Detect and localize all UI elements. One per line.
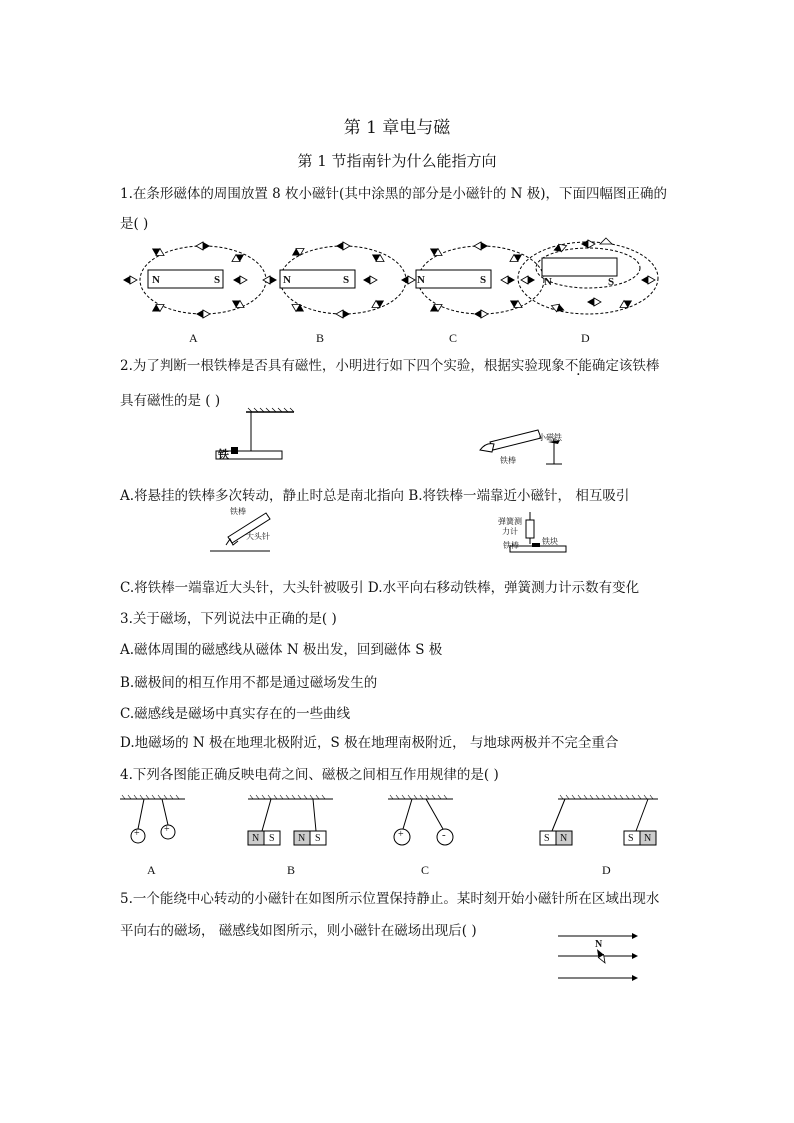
q2-options-cd: C.将铁棒一端靠近大头针，大头针被吸引 D.水平向右移动铁棒，弹簧测力计示数有变化: [120, 580, 640, 596]
q5-stem-line2: 平向右的磁场， 磁感线如图所示，则小磁针在磁场出现后( ): [120, 923, 477, 939]
q4-d-pole1: S: [544, 833, 550, 844]
q4-b-pole3: N: [298, 833, 306, 844]
q1-option-c: C: [449, 331, 458, 345]
q4-b-pole1: N: [252, 833, 260, 844]
q1-figure: [118, 240, 678, 325]
q4-stem: 4.下列各图能正确反映电荷之间、磁极之间相互作用规律的是( ): [120, 767, 499, 783]
q4-d-pole2: N: [560, 833, 568, 844]
q1-option-a: A: [189, 331, 198, 345]
q1-stem-line2: 是( ): [120, 216, 149, 232]
q1-a-pole-n: N: [152, 274, 160, 286]
q2-stem-emphasis: 不能: [564, 358, 592, 374]
q4-b-pole2: S: [269, 833, 275, 844]
q4-option-a: A: [147, 863, 156, 877]
q4-d-pole4: N: [644, 833, 652, 844]
q3-option-d: D.地磁场的 N 极在地理北极附近，S 极在地理南极附近， 与地球两极并不完全重合: [120, 735, 619, 751]
q1-option-d: D: [581, 331, 590, 345]
q5-fig-n-label: N: [595, 939, 603, 950]
q2-fig-d-block-label: 铁块: [542, 537, 558, 546]
chapter-title: 第 1 章电与磁: [343, 118, 451, 138]
q3-option-a: A.磁体周围的磁感线从磁体 N 极出发，回到磁体 S 极: [120, 642, 443, 658]
q3-option-c: C.磁感线是磁场中真实存在的一些曲线: [120, 706, 351, 722]
q4-option-c: C: [421, 863, 430, 877]
q1-a-pole-s: S: [214, 274, 221, 286]
q2-fig-d-spring-label1: 弹簧测: [498, 517, 522, 526]
q1-c-pole-n: N: [417, 274, 425, 286]
q2-stem-part1: 2.为了判断一根铁棒是否具有磁性，小明进行如下四个实验，根据实验现象: [120, 358, 565, 374]
q1-c-pole-s: S: [480, 274, 487, 286]
q4-c-charge-left: +: [398, 829, 404, 840]
q1-b-pole-n: N: [283, 274, 291, 286]
q1-d-pole-s: S: [608, 276, 615, 288]
q2-fig-a-iron-label: 铁: [218, 449, 229, 461]
q1-figure-d: [518, 238, 658, 314]
q2-fig-d-spring-label2: 力计: [502, 527, 518, 536]
q4-option-d: D: [602, 863, 611, 877]
q4-b-pole4: S: [315, 833, 321, 844]
q2-stem-part2: 确定该铁棒: [591, 358, 660, 374]
q3-stem: 3.关于磁场，下列说法中正确的是( ): [120, 611, 337, 627]
q2-fig-d-rod-label: 铁棒: [503, 541, 519, 550]
q2-fig-c-rod-label: 铁棒: [230, 507, 246, 516]
q4-a-charge-left: +: [134, 828, 140, 839]
q2-fig-c-pin-label: 大头针: [246, 532, 270, 541]
q4-option-b: B: [287, 863, 296, 877]
q3-option-b: B.磁极间的相互作用不都是通过磁场发生的: [120, 675, 378, 691]
q4-c-charge-right: -: [442, 829, 446, 841]
q1-stem-line1: 1.在条形磁体的周围放置 8 枚小磁针(其中涂黑的部分是小磁针的 N 极)，下面四幅图正确的: [120, 186, 667, 202]
q1-d-pole-n: N: [544, 276, 552, 288]
q1-figure-a: [123, 242, 266, 318]
q2-stem-line1: [120, 357, 659, 375]
q2-options-ab: A.将悬挂的铁棒多次转动，静止时总是南北指向 B.将铁棒一端靠近小磁针， 相互吸引: [120, 488, 630, 504]
q2-fig-b-rod-label: 铁棒: [500, 456, 516, 465]
q1-option-b: B: [316, 331, 325, 345]
q5-stem-line1: 5.一个能绕中心转动的小磁针在如图所示位置保持静止。某时刻开始小磁针所在区域出现水: [120, 891, 660, 907]
q2-stem-line2: 具有磁性的是 ( ): [120, 393, 221, 409]
q4-a-charge-right: +: [164, 824, 170, 835]
q4-d-pole3: S: [628, 833, 634, 844]
q1-b-pole-s: S: [343, 274, 350, 286]
q2-fig-b-magnet-label: 小磁铁: [538, 433, 562, 442]
q4-figure: [120, 795, 660, 855]
section-title: 第 1 节指南针为什么能指方向: [297, 152, 497, 170]
